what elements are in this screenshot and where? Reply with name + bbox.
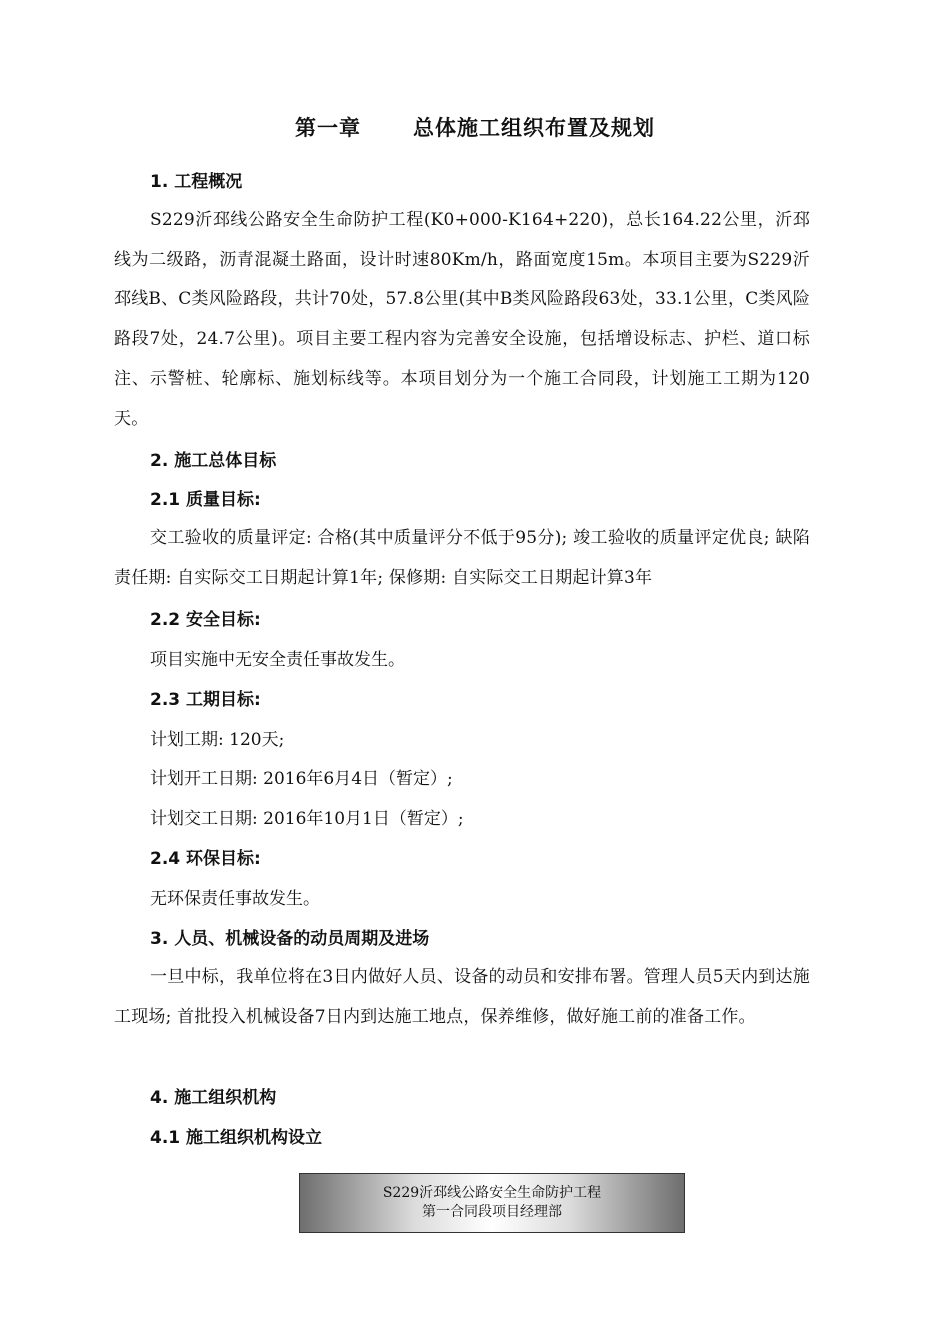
section-3-heading: 3. 人员、机械设备的动员周期及进场 [150,929,430,949]
chapter-title-text: 总体施工组织布置及规划 [413,116,655,140]
section-2-1-heading: 2.1 质量目标: [150,490,261,510]
section-2-1-paragraph: 交工验收的质量评定: 合格(其中质量评分不低于95分); 竣工验收的质量评定优良; 缺陷责任期: 自实际交工日期起计算1年; 保修期: 自实际交工日期起计算3年 [114,528,810,588]
planned-duration: 计划工期: 120天; [150,730,285,750]
section-1-heading: 1. 工程概况 [150,172,243,192]
section-2-2-heading: 2.2 安全目标: [150,610,261,630]
section-1-paragraph: S229沂邳线公路安全生命防护工程(K0+000-K164+220)，总长164.22公里，沂邳线为二级路，沥青混凝土路面，设计时速80Km/h，路面宽度15m。本项目主要为S229沂邳线B、C类风险路段，共计70处，57.8公里(其中B类风险路段63处，33.1公里，C类风险路段7处，24.7公里)。项目主要工程内容为完善安全设施，包括增设标志、护栏、道口标注、示警桩、轮廓标、施划标线等。本项目划分为一个施工合同段，计划施工工期为120天。 [114,210,810,429]
section-2-2-text: 项目实施中无安全责任事故发生。 [150,650,405,670]
section-4-heading: 4. 施工组织机构 [150,1088,277,1108]
org-chart-department: 第一合同段项目经理部 [422,1204,562,1220]
chapter-number: 第一章 [295,116,361,140]
section-2-4-text: 无环保责任事故发生。 [150,889,320,909]
org-chart-top-box [299,1173,685,1233]
section-2-heading: 2. 施工总体目标 [150,451,277,471]
section-4-1-heading: 4.1 施工组织机构设立 [150,1128,323,1148]
org-chart-project-name: S229沂邳线公路安全生命防护工程 [382,1185,602,1201]
section-2-3-heading: 2.3 工期目标: [150,690,261,710]
planned-start-date: 计划开工日期: 2016年6月4日（暂定）; [150,769,453,789]
chapter-title [0,112,950,142]
section-3-paragraph: 一旦中标，我单位将在3日内做好人员、设备的动员和安排布署。管理人员5天内到达施工现场; 首批投入机械设备7日内到达施工地点，保养维修，做好施工前的准备工作。 [114,967,810,1027]
section-2-4-heading: 2.4 环保目标: [150,849,261,869]
planned-handover-date: 计划交工日期: 2016年10月1日（暂定）; [150,809,464,829]
